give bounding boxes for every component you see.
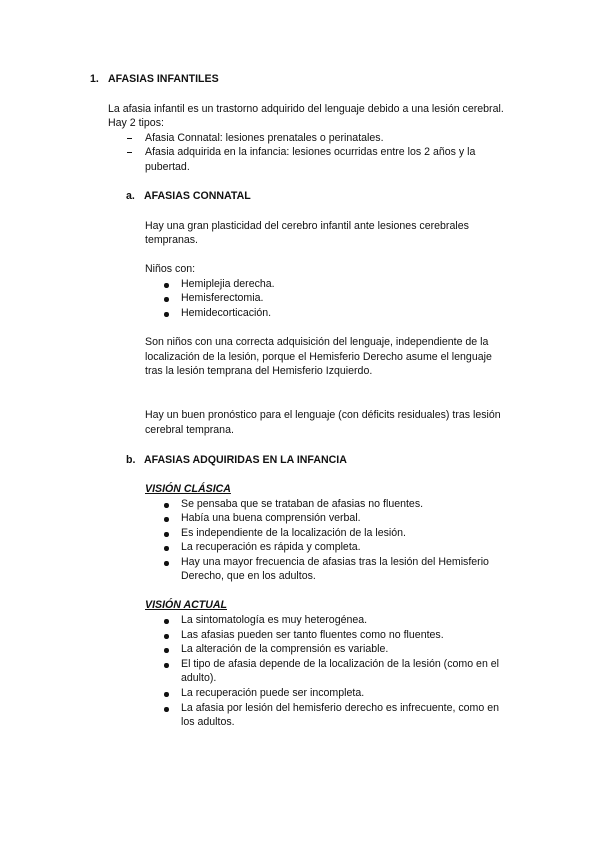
bullet-dot bbox=[164, 561, 169, 566]
section-title: AFASIAS INFANTILES bbox=[108, 73, 219, 85]
subsection-letter: b. bbox=[126, 454, 136, 466]
bullet-dot bbox=[164, 517, 169, 522]
bullet-dot bbox=[164, 297, 169, 302]
vision-actual-heading: VISIÓN ACTUAL bbox=[145, 599, 228, 611]
bullet-dot bbox=[164, 692, 169, 697]
vision-clasica-heading: VISIÓN CLÁSICA bbox=[145, 483, 231, 495]
bullet-dot bbox=[164, 707, 169, 712]
subsection-title: AFASIAS ADQUIRIDAS EN LA INFANCIA bbox=[144, 454, 347, 466]
paragraph: localización de la lesión, porque el Hemisferio Derecho asume el lenguaje bbox=[145, 351, 492, 363]
intro-text: Hay 2 tipos: bbox=[108, 117, 164, 129]
list-item: La recuperación es rápida y completa. bbox=[181, 541, 361, 553]
list-item: La recuperación puede ser incompleta. bbox=[181, 687, 365, 699]
list-item: La afasia por lesión del hemisferio derecho es infrecuente, como en bbox=[181, 702, 499, 714]
list-item: Hemiplejia derecha. bbox=[181, 278, 275, 290]
dash-bullet bbox=[127, 152, 132, 153]
list-item: Hay una mayor frecuencia de afasias tras la lesión del Hemisferio bbox=[181, 556, 489, 568]
type-item: Afasia Connatal: lesiones prenatales o perinatales. bbox=[145, 132, 384, 144]
section-number: 1. bbox=[90, 73, 99, 85]
list-item: Había una buena comprensión verbal. bbox=[181, 512, 361, 524]
type-item: pubertad. bbox=[145, 161, 190, 173]
intro-text: La afasia infantil es un trastorno adquirido del lenguaje debido a una lesión cerebral. bbox=[108, 103, 504, 115]
bullet-dot bbox=[164, 648, 169, 653]
subsection-title: AFASIAS CONNATAL bbox=[144, 190, 251, 202]
paragraph: tras la lesión temprana del Hemisferio Izquierdo. bbox=[145, 365, 373, 377]
paragraph: Son niños con una correcta adquisición del lenguaje, independiente de la bbox=[145, 336, 489, 348]
bullet-dot bbox=[164, 634, 169, 639]
paragraph: Hay una gran plasticidad del cerebro infantil ante lesiones cerebrales bbox=[145, 220, 469, 232]
bullet-dot bbox=[164, 663, 169, 668]
paragraph: cerebral temprana. bbox=[145, 424, 234, 436]
list-item: La alteración de la comprensión es variable. bbox=[181, 643, 389, 655]
bullet-dot bbox=[164, 619, 169, 624]
dash-bullet bbox=[127, 138, 132, 139]
type-item: Afasia adquirida en la infancia: lesiones ocurridas entre los 2 años y la bbox=[145, 146, 476, 158]
list-item: Hemisferectomia. bbox=[181, 292, 264, 304]
bullet-dot bbox=[164, 532, 169, 537]
list-item: adulto). bbox=[181, 672, 217, 684]
list-item: Hemidecorticación. bbox=[181, 307, 272, 319]
list-item: Es independiente de la localización de la lesión. bbox=[181, 527, 406, 539]
list-item: Las afasias pueden ser tanto fluentes como no fluentes. bbox=[181, 629, 444, 641]
paragraph: Hay un buen pronóstico para el lenguaje (con déficits residuales) tras lesión bbox=[145, 409, 501, 421]
list-item: los adultos. bbox=[181, 716, 235, 728]
subsection-letter: a. bbox=[126, 190, 135, 202]
list-item: Se pensaba que se trataban de afasias no fluentes. bbox=[181, 498, 424, 510]
bullet-dot bbox=[164, 312, 169, 317]
paragraph: tempranas. bbox=[145, 234, 198, 246]
bullet-dot bbox=[164, 283, 169, 288]
bullet-dot bbox=[164, 503, 169, 508]
list-item: El tipo de afasia depende de la localización de la lesión (como en el bbox=[181, 658, 500, 670]
bullet-dot bbox=[164, 546, 169, 551]
list-item: Derecho, que en los adultos. bbox=[181, 570, 316, 582]
ninos-label: Niños con: bbox=[145, 263, 196, 275]
list-item: La sintomatología es muy heterogénea. bbox=[181, 614, 368, 626]
